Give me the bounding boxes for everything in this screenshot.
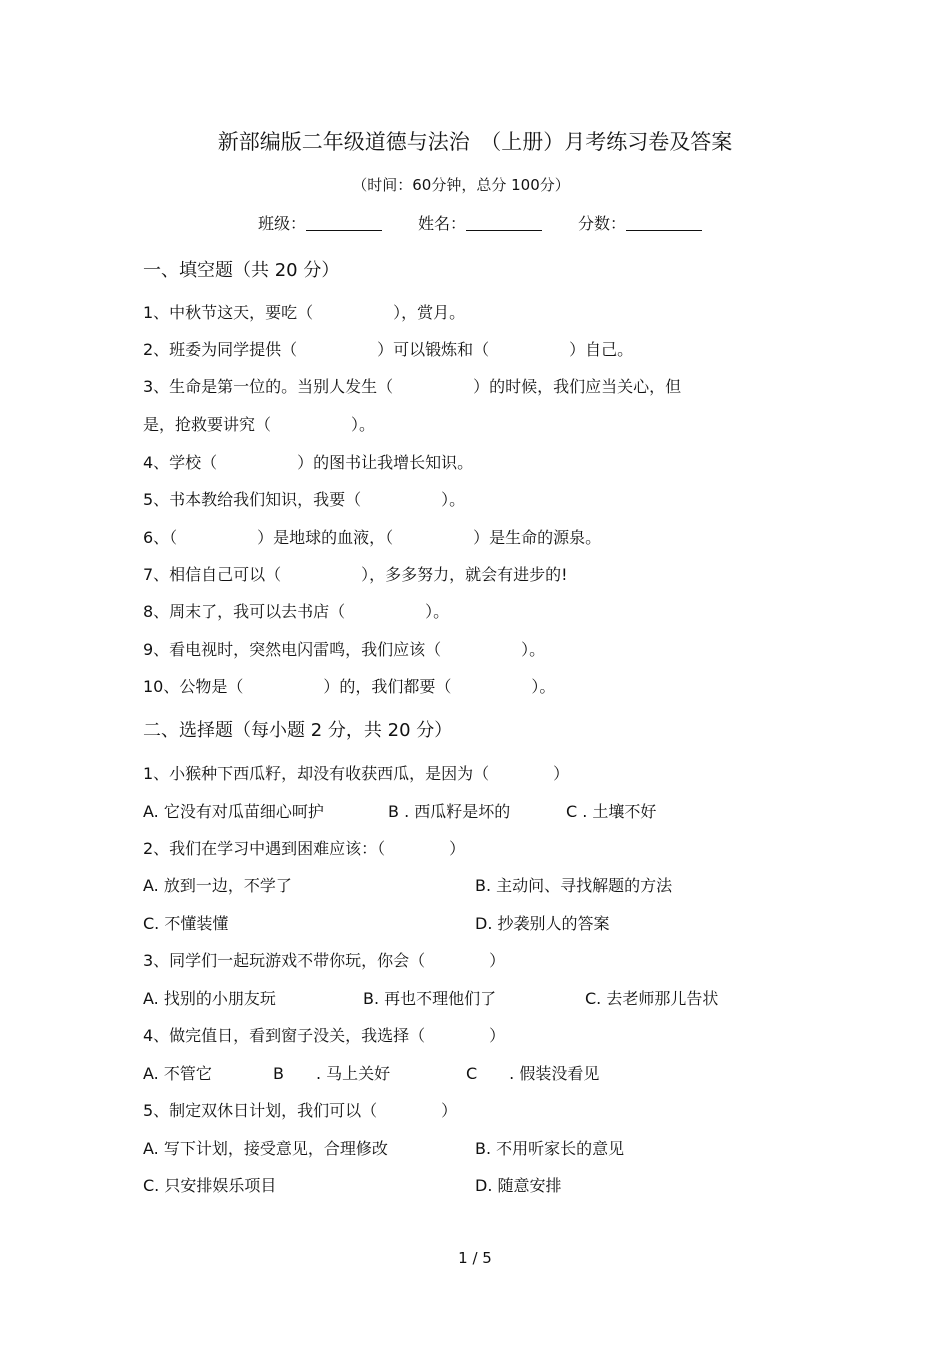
fill-blank-item: 10、公物是（ ）的，我们都要（ ）。: [143, 677, 556, 696]
fill-blank-item: 7、相信自己可以（ ），多多努力，就会有进步的!: [143, 565, 568, 584]
fill-blank-item: 5、书本教给我们知识，我要（ ）。: [143, 490, 466, 509]
choice-option[interactable]: D. 随意安排: [475, 1176, 562, 1195]
fill-blank-item: 6、（ ）是地球的血液，（ ）是生命的源泉。: [143, 528, 602, 547]
choice-option[interactable]: A. 找别的小朋友玩: [143, 989, 276, 1008]
choice-question-stem: 2、我们在学习中遇到困难应该：（ ）: [143, 839, 466, 858]
name-blank[interactable]: [466, 216, 542, 231]
choice-option[interactable]: B. 主动问、寻找解题的方法: [475, 876, 673, 895]
choice-option[interactable]: C. 去老师那儿告状: [585, 989, 719, 1008]
fill-blank-item: 2、班委为同学提供（ ）可以锻炼和（ ）自己。: [143, 340, 634, 359]
name-label: 姓名：: [418, 214, 467, 233]
class-blank[interactable]: [306, 216, 382, 231]
fill-blank-item: 9、看电视时，突然电闪雷鸣，我们应该（ ）。: [143, 640, 546, 659]
fill-blank-item: 8、周末了，我可以去书店（ ）。: [143, 602, 450, 621]
choice-option[interactable]: C. 不懂装懂: [143, 914, 229, 933]
choice-option[interactable]: A. 写下计划，接受意见，合理修改: [143, 1139, 388, 1158]
choice-option[interactable]: C . 假装没看见: [466, 1064, 600, 1083]
score-label: 分数：: [578, 214, 627, 233]
exam-duration-score: （时间：60分钟，总分 100分）: [352, 176, 570, 194]
choice-question-stem: 1、小猴种下西瓜籽，却没有收获西瓜，是因为（ ）: [143, 764, 570, 783]
choice-question-stem: 5、制定双休日计划，我们可以（ ）: [143, 1101, 458, 1120]
choice-option[interactable]: D. 抄袭别人的答案: [475, 914, 610, 933]
choice-option[interactable]: B . 马上关好: [273, 1064, 391, 1083]
student-info-line: [258, 211, 702, 234]
choice-option[interactable]: A. 不管它: [143, 1064, 212, 1083]
score-blank[interactable]: [626, 216, 702, 231]
page-number: 1 / 5: [458, 1249, 492, 1267]
choice-option[interactable]: B. 不用听家长的意见: [475, 1139, 625, 1158]
fill-blank-item: 3、生命是第一位的。当别人发生（ ）的时候，我们应当关心，但: [143, 377, 682, 396]
choice-question-stem: 4、做完值日，看到窗子没关，我选择（ ）: [143, 1026, 506, 1045]
page-title: 新部编版二年级道德与法治 （上册）月考练习卷及答案: [217, 130, 733, 154]
choice-option[interactable]: A. 它没有对瓜苗细心呵护: [143, 802, 324, 821]
choice-option[interactable]: C. 只安排娱乐项目: [143, 1176, 277, 1195]
section2-heading: 二、选择题（每小题 2 分，共 20 分）: [143, 720, 453, 741]
choice-option[interactable]: B. 再也不理他们了: [363, 989, 497, 1008]
section1-heading: 一、填空题（共 20 分）: [143, 260, 340, 281]
choice-option[interactable]: A. 放到一边，不学了: [143, 876, 292, 895]
class-label: 班级：: [258, 214, 307, 233]
fill-blank-item: 4、学校（ ）的图书让我增长知识。: [143, 453, 474, 472]
choice-option[interactable]: C . 土壤不好: [566, 802, 657, 821]
fill-blank-item: 是，抢救要讲究（ ）。: [143, 415, 376, 434]
choice-option[interactable]: B . 西瓜籽是坏的: [388, 802, 511, 821]
fill-blank-item: 1、中秋节这天，要吃（ ），赏月。: [143, 303, 466, 322]
choice-question-stem: 3、同学们一起玩游戏不带你玩，你会（ ）: [143, 951, 506, 970]
